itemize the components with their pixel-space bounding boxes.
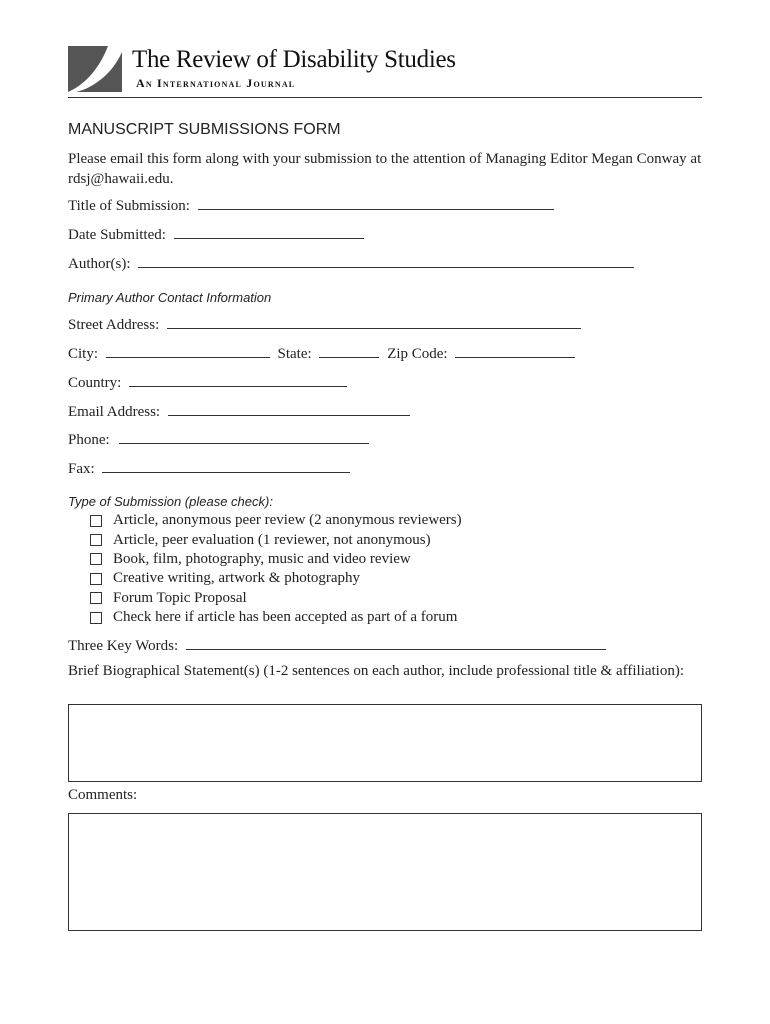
option-label: Book, film, photography, music and video review bbox=[113, 550, 411, 567]
street-label: Street Address: bbox=[68, 317, 160, 333]
authors-input-line[interactable] bbox=[138, 254, 634, 268]
authors-label: Author(s): bbox=[68, 256, 131, 272]
comments-label: Comments: bbox=[68, 787, 138, 803]
zip-label: Zip Code: bbox=[387, 346, 448, 362]
checkbox-icon[interactable] bbox=[90, 534, 102, 546]
submission-type-option[interactable] bbox=[90, 569, 462, 588]
keywords-input-line[interactable] bbox=[186, 636, 606, 650]
checkbox-icon[interactable] bbox=[90, 592, 102, 604]
street-input-line[interactable] bbox=[167, 315, 581, 329]
journal-title: The Review of Disability Studies bbox=[132, 46, 456, 73]
bio-textarea[interactable] bbox=[68, 704, 702, 782]
bio-label: Brief Biographical Statement(s) (1-2 sentences on each author, include professional title & affiliation): bbox=[68, 663, 685, 679]
date-label: Date Submitted: bbox=[68, 227, 166, 243]
city-state-zip-row bbox=[68, 344, 575, 364]
email-input-line[interactable] bbox=[168, 402, 410, 416]
submission-type-list bbox=[90, 511, 462, 627]
option-label: Creative writing, artwork & photography bbox=[113, 570, 361, 587]
authors-field-row bbox=[68, 254, 634, 274]
email-label: Email Address: bbox=[68, 404, 161, 420]
street-field-row bbox=[68, 315, 581, 335]
title-input-line[interactable] bbox=[198, 196, 554, 210]
option-label: Check here if article has been accepted as part of a forum bbox=[113, 609, 458, 626]
fax-field-row bbox=[68, 459, 350, 479]
fax-input-line[interactable] bbox=[102, 459, 350, 473]
state-label: State: bbox=[277, 346, 312, 362]
phone-label: Phone: bbox=[68, 432, 110, 448]
checkbox-icon[interactable] bbox=[90, 573, 102, 585]
country-label: Country: bbox=[68, 375, 122, 391]
type-heading: Type of Submission (please check): bbox=[68, 494, 273, 509]
submission-type-option[interactable] bbox=[90, 589, 462, 608]
contact-heading: Primary Author Contact Information bbox=[68, 290, 272, 305]
city-label: City: bbox=[68, 346, 99, 362]
keywords-field-row bbox=[68, 636, 606, 656]
option-label: Forum Topic Proposal bbox=[113, 589, 247, 606]
title-field-row bbox=[68, 196, 554, 216]
journal-logo-icon bbox=[68, 46, 122, 92]
submission-type-option[interactable] bbox=[90, 608, 462, 627]
checkbox-icon[interactable] bbox=[90, 515, 102, 527]
journal-header bbox=[68, 46, 702, 98]
submission-type-option[interactable] bbox=[90, 511, 462, 530]
option-label: Article, anonymous peer review (2 anonymous reviewers) bbox=[113, 512, 462, 529]
phone-input-line[interactable] bbox=[119, 430, 369, 444]
submission-type-option[interactable] bbox=[90, 530, 462, 549]
fax-label: Fax: bbox=[68, 461, 95, 477]
submission-type-option[interactable] bbox=[90, 550, 462, 569]
checkbox-icon[interactable] bbox=[90, 612, 102, 624]
date-field-row bbox=[68, 225, 364, 245]
date-input-line[interactable] bbox=[174, 225, 364, 239]
checkbox-icon[interactable] bbox=[90, 553, 102, 565]
city-input-line[interactable] bbox=[106, 344, 270, 358]
phone-field-row bbox=[68, 430, 369, 450]
state-input-line[interactable] bbox=[319, 344, 379, 358]
keywords-label: Three Key Words: bbox=[68, 638, 179, 654]
email-field-row bbox=[68, 402, 410, 422]
form-heading: MANUSCRIPT SUBMISSIONS FORM bbox=[68, 121, 341, 138]
option-label: Article, peer evaluation (1 reviewer, not anonymous) bbox=[113, 531, 431, 548]
country-field-row bbox=[68, 373, 347, 393]
journal-subtitle: An International Journal bbox=[136, 76, 296, 90]
zip-input-line[interactable] bbox=[455, 344, 575, 358]
comments-textarea[interactable] bbox=[68, 813, 702, 931]
title-label: Title of Submission: bbox=[68, 198, 190, 214]
country-input-line[interactable] bbox=[129, 373, 347, 387]
form-intro: Please email this form along with your submission to the attention of Managing Editor Megan Conway at rdsj@hawaii.edu. bbox=[68, 151, 702, 187]
